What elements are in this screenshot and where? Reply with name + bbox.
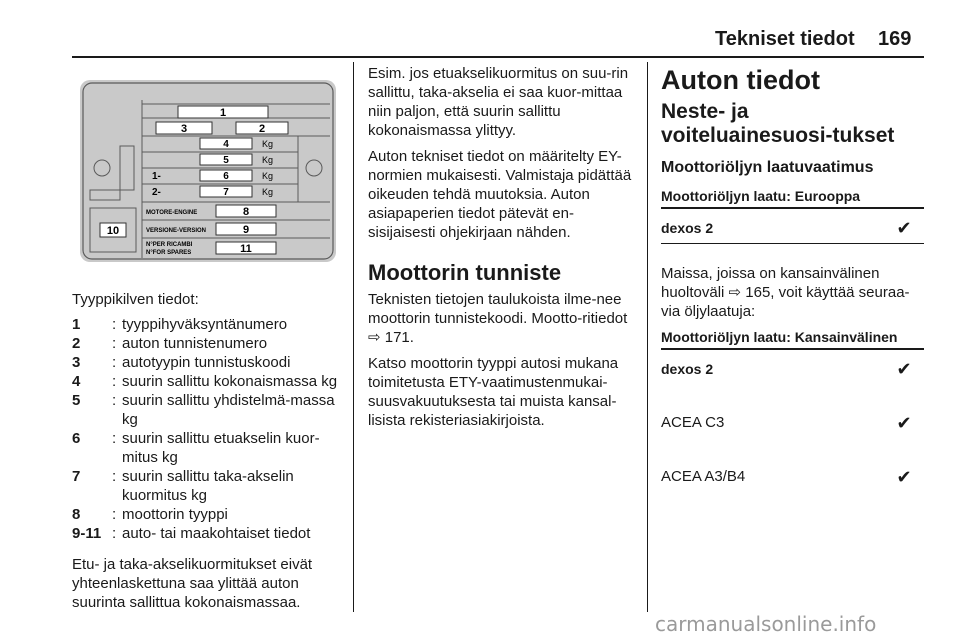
plate-box-8: 8 — [242, 206, 250, 218]
header-title: Tekniset tiedot — [715, 28, 855, 50]
list-item: 2 : auton tunnistenumero — [72, 334, 340, 353]
checkmark-icon: ✔ — [896, 218, 912, 238]
plate-box-9: 9 — [242, 224, 250, 236]
item-number: 1 — [72, 316, 81, 333]
table-cell-name: dexos 2 — [661, 361, 714, 377]
paragraph: Auton tekniset tiedot on määritelty EY-normien mukaisesti. Valmistaja pidättää oikeuden tehdä muutoksia. Auton asiapaperien tiedot pätevät en-sisijaisesti ohjekirjaan nähden. — [368, 148, 632, 241]
item-number: 2 — [72, 335, 81, 352]
header-rule — [72, 56, 924, 58]
paragraph: Teknisten tietojen taulukoista ilme-nee moottorin tunnistekoodi. Mootto-ritiedot ⇨ 171. — [368, 291, 628, 346]
table-cell-name: dexos 2 — [661, 220, 714, 236]
plate-intro: Tyyppikilven tiedot: — [72, 291, 199, 308]
plate-version-label: VERSIONE-VERSION — [146, 228, 207, 234]
plate-box-11: 11 — [240, 243, 252, 255]
plate-box-7: 7 — [223, 187, 229, 198]
page-number: 169 — [878, 28, 912, 50]
checkmark-icon: ✔ — [896, 413, 912, 433]
column-1 — [72, 290, 340, 627]
oil-quality-table-international — [661, 329, 924, 488]
list-item: 6 : suurin sallittu etuakselin kuor-mitus kg — [72, 429, 340, 467]
table-cell-name: ACEA A3/B4 — [661, 468, 746, 485]
list-item: 7 : suurin sallittu taka-akselin kuormitus kg — [72, 467, 340, 505]
item-number: 9-11 — [72, 525, 102, 542]
checkmark-icon: ✔ — [896, 359, 912, 379]
plate-unit-6: Kg — [262, 171, 274, 181]
plate-unit-7: Kg — [262, 187, 274, 197]
list-item: 1 : tyyppihyväksyntänumero — [72, 315, 340, 334]
item-number: 4 — [72, 373, 81, 390]
item-description: auton tunnistenumero — [122, 335, 268, 352]
plate-engine-label: MOTORE-ENGINE — [146, 210, 198, 216]
plate-spares-label-2: N°FOR SPARES — [146, 250, 192, 256]
paragraph: Katso moottorin tyyppi autosi mukana toimitetusta ETY-vaatimustenmukai-suusvakuutuksesta tai muista kansal-lisista rekisteriasiakirjoista. — [368, 355, 619, 429]
item-description: suurin sallittu kokonaismassa kg — [122, 373, 338, 390]
plate-box-3: 3 — [180, 123, 188, 135]
list-item: 3 : autotyypin tunnistuskoodi — [72, 353, 340, 372]
column-3 — [661, 64, 924, 488]
item-number: 6 — [72, 430, 81, 447]
plate-box-4: 4 — [223, 139, 229, 150]
checkmark-icon: ✔ — [896, 467, 912, 487]
list-item: 9-11 : auto- tai maakohtaiset tiedot — [72, 524, 340, 543]
type-plate-illustration — [80, 80, 336, 262]
table-row — [661, 458, 924, 488]
watermark: carmanualsonline.info — [655, 612, 877, 636]
plate-spares-label-1: N°PER RICAMBI — [146, 242, 193, 248]
item-description: auto- tai maakohtaiset tiedot — [122, 525, 311, 542]
item-description: suurin sallittu etuakselin kuor-mitus kg — [122, 430, 320, 466]
plate-box-2: 2 — [258, 123, 266, 135]
plate-unit-5: Kg — [262, 155, 274, 165]
list-item: 5 : suurin sallittu yhdistelmä-massa kg — [72, 391, 340, 429]
table-row — [661, 209, 924, 244]
item-description: autotyypin tunnistuskoodi — [122, 354, 291, 371]
item-description: tyyppihyväksyntänumero — [122, 316, 288, 333]
plate-prefix-1: 1- — [152, 171, 161, 182]
item-number: 5 — [72, 392, 81, 409]
column-divider-left — [353, 62, 354, 612]
column-divider-right — [647, 62, 648, 612]
plate-box-10: 10 — [106, 225, 120, 237]
paragraph: Maissa, joissa on kansainvälinen huoltoväli ⇨ 165, voit käyttää seuraa-via öljylaatuja: — [661, 265, 910, 320]
item-number: 3 — [72, 354, 81, 371]
plate-box-5: 5 — [223, 155, 229, 166]
list-item: 4 : suurin sallittu kokonaismassa kg — [72, 372, 340, 391]
column-2 — [368, 64, 634, 437]
item-number: 8 — [72, 506, 81, 523]
plate-box-6: 6 — [223, 171, 229, 182]
table-caption: Moottoriöljyn laatu: Kansainvälinen — [661, 329, 924, 350]
subsection-title: Moottoriöljyn laatuvaatimus — [661, 159, 874, 176]
item-description: suurin sallittu yhdistelmä-massa kg — [122, 392, 335, 428]
list-item: 8 : moottorin tyyppi — [72, 505, 340, 524]
plate-box-1: 1 — [219, 107, 227, 119]
table-caption: Moottoriöljyn laatu: Eurooppa — [661, 188, 924, 209]
plate-prefix-2: 2- — [152, 187, 161, 198]
section-subtitle: Neste- ja voiteluainesuosi-tukset — [661, 100, 895, 147]
oil-quality-table-europe — [661, 188, 924, 244]
section-heading-engine-id: Moottorin tunniste — [368, 260, 562, 285]
item-description: suurin sallittu taka-akselin kuormitus kg — [122, 468, 294, 504]
item-description: moottorin tyyppi — [122, 506, 228, 523]
plate-unit-4: Kg — [262, 139, 274, 149]
item-number: 7 — [72, 468, 81, 485]
table-row — [661, 404, 924, 434]
plate-legend-list — [72, 315, 340, 543]
table-cell-name: ACEA C3 — [661, 414, 725, 431]
paragraph: Esim. jos etuakselikuormitus on suu-rin sallittu, taka-akselia ei saa kuor-mittaa niin paljon, että suurin sallittu kokonaismassa ylittyy. — [368, 65, 629, 139]
axle-load-note: Etu- ja taka-akselikuormitukset eivät yhteenlaskettuna saa ylittää auton suurinta sallittua kokonaismassaa. — [72, 556, 313, 611]
section-title: Auton tiedot — [661, 65, 820, 95]
table-row — [661, 350, 924, 380]
